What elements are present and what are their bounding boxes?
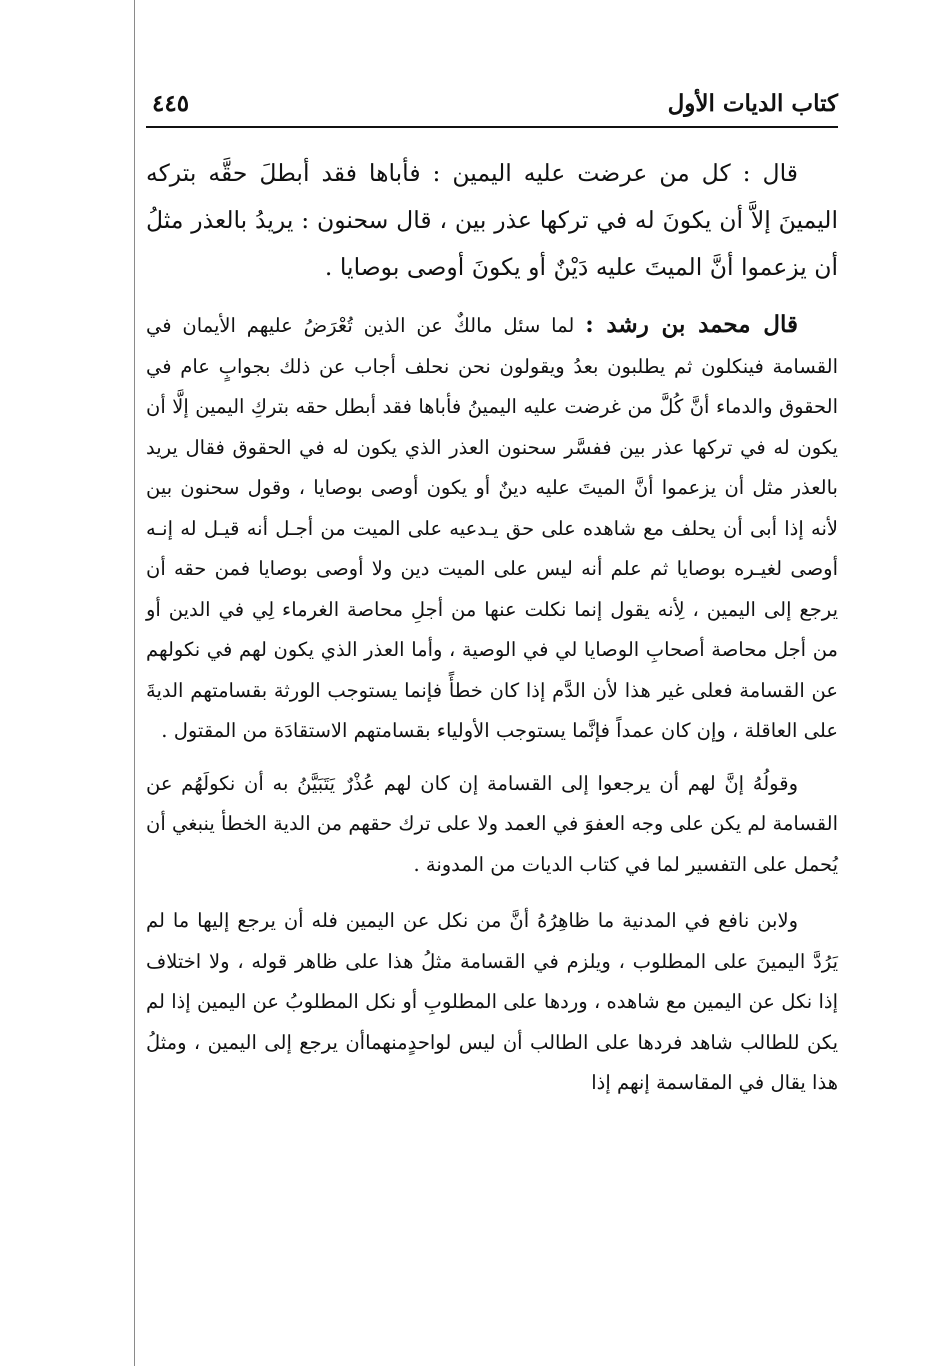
commentary-paragraph — [146, 901, 838, 1104]
paragraph-text: وقولُهُ إنَّ لهم أن يرجعوا إلى القسامة إن كان لهم عُذْرٌ يَتَبَيَّنُ به أن نكولَهُم عن القسامة لم يكن على وجه العفوَ في العمد ولا على ترك حقهم من الدية الخطأ ينبغي أن يُحمل على التفسير لما في كتاب الديات من المدونة . — [146, 771, 838, 876]
page-body — [146, 150, 838, 1104]
paragraph-text: ولابن نافع في المدنية ما ظاهِرُهُ أنَّ من نكل عن اليمين فله أن يرجع إليها ما لم يَرُدَّ اليمينَ على المطلوب ، ويلزم في القسامة مثلُ هذا على ظاهر قوله ، ولا اختلاف إذا نكل عن اليمين مع شاهده ، وردها على المطلوبِ أو نكل المطلوبُ عن اليمين إذا لم يكن للطالب شاهد فردها على الطالب أن ليس لواحدٍمنهماأن يرجع إلى اليمين ، ومثلُ هذا يقال في المقاسمة إنهم إذا — [146, 909, 838, 1094]
speaker-name: قال محمد بن رشد : — [585, 311, 798, 338]
page-gutter-line — [134, 0, 135, 1366]
running-title: كتاب الديات الأول — [667, 90, 838, 117]
page-number: ٤٤٥ — [152, 90, 190, 117]
paragraph-text: قال : كل من عرضت عليه اليمين : فأباها فقد أبطلَ حقَّه بتركه اليمينَ إلاَّ أن يكونَ له في تركها عذر بين ، قال سحنون : يريدُ بالعذر مثلُ أن يزعموا أنَّ الميتَ عليه دَيْنٌ أو يكونَ أوصى بوصايا . — [146, 159, 838, 281]
commentary-paragraph — [146, 305, 838, 752]
page-header — [146, 86, 838, 126]
commentary-paragraph — [146, 764, 838, 886]
header-rule — [146, 126, 838, 128]
paragraph-text: لما سئل مالكٌ عن الذين تُعْرَضُ عليهم الأيمان في القسامة فينكلون ثم يطلبون بعدُ ويقولون نحن نحلف أجاب عن ذلك بجوابٍ عام في الحقوق والدماء أنَّ كُلَّ من غرضت عليه اليمينُ فأباها فقد أبطل حقه بتركِ اليمين إلَّا أن يكون له في تركها عذر بين ففسَّر سحنون العذر الذي يكون له في الحقوق فقال يريد بالعذر مثل أن يزعموا أنَّ الميتَ عليه دينٌ أو يكون أوصى بوصايا ، وقول سحنون بين لأنه إذا أبى أن يحلف مع شاهده على حق يـدعيه على الميت من أجـل أنه قيـل له إنـه أوصى لغيـره بوصايا ثم علم أنه ليس على الميت دين ولا أوصى بوصايا فمن حقه أن يرجع إلى اليمين ، لِأنه يقول إنما نكلت عنها من أجلِ محاصة الغرماء لِي في الدين أو من أجل محاصة أصحابِ الوصايا لي في الوصية ، وأما العذر الذي يكون لهم في نكولهم عن القسامة فعلى غير هذا لأن الدَّم إذا كان خطأً فإنما يستوجب الورثة بقسامتهم الديةَ على العاقلة ، وإن كان عمداً فإنَّما يستوجب الأولياء بقسامتهم الاستقادَة من المقتول . — [146, 314, 838, 742]
quoted-text-paragraph — [146, 150, 838, 291]
